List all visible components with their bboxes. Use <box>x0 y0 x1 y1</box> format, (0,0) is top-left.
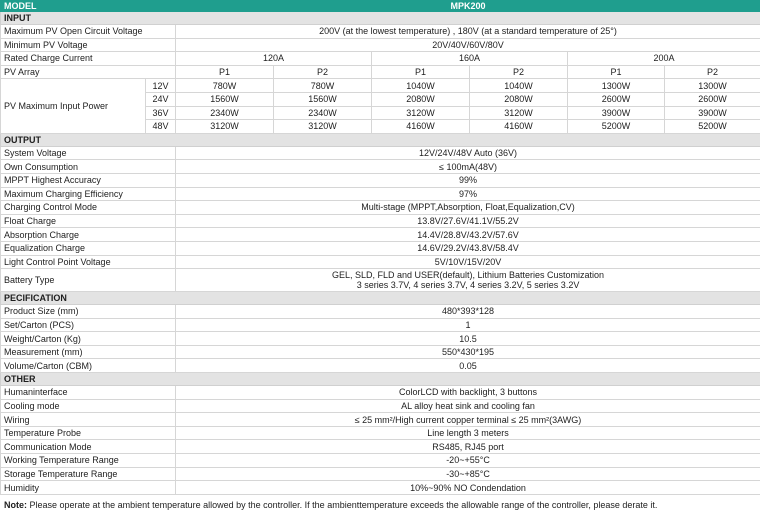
footnote-text: Please operate at the ambient temperature allowed by the controller. If the ambienttemperature exceeds the allowable range of the controller, please derate it. <box>29 500 658 510</box>
power-value: 5200W <box>568 120 665 134</box>
power-value: 3120W <box>372 106 470 120</box>
battery-type-line: 3 series 3.7V, 4 series 3.7V, 4 series 3.2V, 5 series 3.2V <box>356 280 580 291</box>
spec-value: 10.5 <box>176 332 760 346</box>
power-value: 3120W <box>176 120 274 134</box>
spec-row <box>1 255 760 269</box>
section-specification-row <box>1 292 760 305</box>
pv-array-value: P2 <box>470 65 568 79</box>
section-output-row <box>1 133 760 146</box>
power-value: 3120W <box>470 106 568 120</box>
power-value: 4160W <box>470 120 568 134</box>
pv-array-value: P1 <box>568 65 665 79</box>
rated-current-value: 120A <box>176 52 372 66</box>
pv-array-value: P2 <box>274 65 372 79</box>
footnote-label: Note: <box>4 500 27 510</box>
spec-value: Line length 3 meters <box>176 426 760 440</box>
spec-row <box>1 399 760 413</box>
spec-label: Humaninterface <box>1 386 176 400</box>
spec-label: Cooling mode <box>1 399 176 413</box>
section-title-output: OUTPUT <box>1 133 760 146</box>
power-value: 1560W <box>176 92 274 106</box>
power-value: 1560W <box>274 92 372 106</box>
spec-label: Charging Control Mode <box>1 201 176 215</box>
power-value: 2600W <box>665 92 760 106</box>
model-header-row <box>1 1 760 12</box>
power-row <box>1 79 760 93</box>
section-title-other: OTHER <box>1 373 760 386</box>
spec-value: ≤ 100mA(48V) <box>176 160 760 174</box>
spec-label: Equalization Charge <box>1 241 176 255</box>
spec-row <box>1 38 760 52</box>
spec-value: Multi-stage (MPPT,Absorption, Float,Equalization,CV) <box>176 201 760 215</box>
spec-row <box>1 201 760 215</box>
spec-label: Wiring <box>1 413 176 427</box>
rated-current-value: 200A <box>568 52 760 66</box>
spec-label: Weight/Carton (Kg) <box>1 332 176 346</box>
power-value: 4160W <box>372 120 470 134</box>
spec-label: Storage Temperature Range <box>1 467 176 481</box>
spec-value: 5V/10V/15V/20V <box>176 255 760 269</box>
spec-row <box>1 173 760 187</box>
section-title-specification: PECIFICATION <box>1 292 760 305</box>
spec-label: Volume/Carton (CBM) <box>1 359 176 373</box>
spec-value: RS485, RJ45 port <box>176 440 760 454</box>
spec-label: Minimum PV Voltage <box>1 38 176 52</box>
spec-label: Communication Mode <box>1 440 176 454</box>
spec-label: PV Maximum Input Power <box>1 79 146 133</box>
battery-type-line: GEL, SLD, FLD and USER(default), Lithium Batteries Customization <box>331 270 605 281</box>
spec-row <box>1 25 760 39</box>
power-value: 2340W <box>274 106 372 120</box>
spec-value: AL alloy heat sink and cooling fan <box>176 399 760 413</box>
spec-value: 12V/24V/48V Auto (36V) <box>176 146 760 160</box>
power-value: 780W <box>274 79 372 93</box>
spec-label: MPPT Highest Accuracy <box>1 173 176 187</box>
spec-label: Set/Carton (PCS) <box>1 318 176 332</box>
spec-label: Measurement (mm) <box>1 345 176 359</box>
spec-row <box>1 65 760 79</box>
power-value: 2340W <box>176 106 274 120</box>
spec-row <box>1 345 760 359</box>
power-value: 3900W <box>665 106 760 120</box>
power-value: 1300W <box>568 79 665 93</box>
battery-voltage: 48V <box>146 120 176 134</box>
footnote <box>4 500 657 510</box>
section-input-row <box>1 12 760 25</box>
spec-label: Own Consumption <box>1 160 176 174</box>
spec-label: Rated Charge Current <box>1 52 176 66</box>
spec-value: 14.4V/28.8V/43.2V/57.6V <box>176 228 760 242</box>
spec-value: -20~+55°C <box>176 454 760 468</box>
spec-row <box>1 467 760 481</box>
power-value: 2080W <box>470 92 568 106</box>
spec-label: System Voltage <box>1 146 176 160</box>
battery-type-value <box>176 269 760 292</box>
spec-row <box>1 146 760 160</box>
power-value: 780W <box>176 79 274 93</box>
spec-value: ColorLCD with backlight, 3 buttons <box>176 386 760 400</box>
spec-row <box>1 160 760 174</box>
spec-value: ≤ 25 mm²/High current copper terminal ≤ 25 mm²(3AWG) <box>176 413 760 427</box>
spec-label: Light Control Point Voltage <box>1 255 176 269</box>
battery-voltage: 12V <box>146 79 176 93</box>
spec-row <box>1 386 760 400</box>
spec-label: Temperature Probe <box>1 426 176 440</box>
spec-row <box>1 214 760 228</box>
power-value: 1040W <box>372 79 470 93</box>
spec-row <box>1 481 760 495</box>
power-value: 5200W <box>665 120 760 134</box>
section-title-input: INPUT <box>1 12 760 25</box>
power-value: 3120W <box>274 120 372 134</box>
rated-current-value: 160A <box>372 52 568 66</box>
spec-row <box>1 454 760 468</box>
spec-value: 13.8V/27.6V/41.1V/55.2V <box>176 214 760 228</box>
spec-row <box>1 187 760 201</box>
spec-value: 20V/40V/60V/80V <box>176 38 760 52</box>
spec-row <box>1 332 760 346</box>
spec-row <box>1 228 760 242</box>
spec-row <box>1 426 760 440</box>
spec-row <box>1 440 760 454</box>
spec-value: 14.6V/29.2V/43.8V/58.4V <box>176 241 760 255</box>
section-other-row <box>1 373 760 386</box>
model-value: MPK200 <box>176 1 760 12</box>
spec-row <box>1 241 760 255</box>
spec-label: Absorption Charge <box>1 228 176 242</box>
spec-label: Product Size (mm) <box>1 305 176 319</box>
spec-label: Maximum Charging Efficiency <box>1 187 176 201</box>
model-label: MODEL <box>1 1 176 12</box>
power-value: 3900W <box>568 106 665 120</box>
spec-label: PV Array <box>1 65 176 79</box>
spec-value: 97% <box>176 187 760 201</box>
spec-label: Working Temperature Range <box>1 454 176 468</box>
spec-value: 10%~90% NO Condendation <box>176 481 760 495</box>
spec-value: 480*393*128 <box>176 305 760 319</box>
spec-value: 550*430*195 <box>176 345 760 359</box>
spec-label: Maximum PV Open Circuit Voltage <box>1 25 176 39</box>
spec-label: Battery Type <box>1 269 176 292</box>
spec-row <box>1 318 760 332</box>
spec-row-battery-type <box>1 269 760 292</box>
power-value: 2080W <box>372 92 470 106</box>
power-value: 1040W <box>470 79 568 93</box>
spec-label: Float Charge <box>1 214 176 228</box>
pv-array-value: P1 <box>372 65 470 79</box>
pv-array-value: P1 <box>176 65 274 79</box>
pv-array-value: P2 <box>665 65 760 79</box>
spec-value: 0.05 <box>176 359 760 373</box>
spec-row <box>1 52 760 66</box>
spec-row <box>1 305 760 319</box>
spec-value: -30~+85°C <box>176 467 760 481</box>
spec-row <box>1 413 760 427</box>
power-value: 2600W <box>568 92 665 106</box>
spec-value: 1 <box>176 318 760 332</box>
spec-row <box>1 359 760 373</box>
spec-label: Humidity <box>1 481 176 495</box>
spec-value: 200V (at the lowest temperature) , 180V (at a standard temperature of 25°) <box>176 25 760 39</box>
battery-voltage: 36V <box>146 106 176 120</box>
power-value: 1300W <box>665 79 760 93</box>
battery-voltage: 24V <box>146 92 176 106</box>
spec-value: 99% <box>176 173 760 187</box>
